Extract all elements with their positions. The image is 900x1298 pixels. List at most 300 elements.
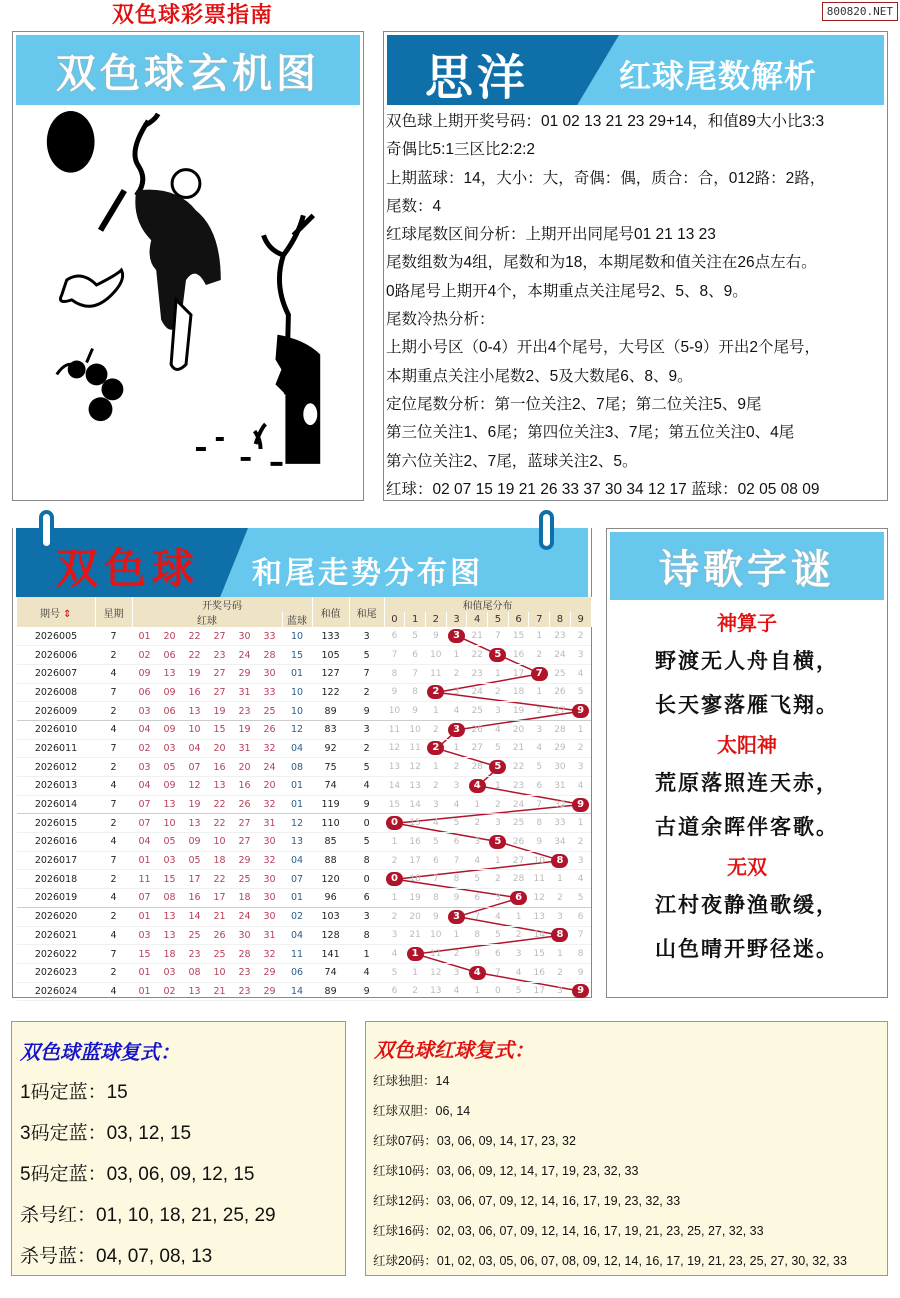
table-row: [17, 739, 591, 758]
omission-cell: 26: [508, 833, 529, 852]
omission-cell: 23: [550, 627, 571, 646]
blue-ball-cell: 12: [282, 814, 312, 833]
red-ball-cell: 19: [182, 795, 207, 814]
red-ball-cell: 31: [257, 814, 282, 833]
omission-cell: 4: [467, 851, 488, 870]
sum-cell: 110: [312, 814, 349, 833]
red-ball-cell: 33: [257, 627, 282, 646]
col-digit: 6: [508, 612, 529, 627]
col-digit: 9: [570, 612, 591, 627]
red-duplex-line: 红球独胆：14: [373, 1074, 450, 1088]
omission-cell: 2: [384, 907, 405, 926]
red-ball-cell: 24: [232, 646, 257, 665]
tail-hit-cell: [425, 739, 446, 758]
omission-cell: 15: [508, 627, 529, 646]
omission-cell: 1: [384, 833, 405, 852]
page-title: 双色球彩票指南: [112, 2, 274, 28]
omission-cell: 5: [446, 814, 467, 833]
red-ball-cell: 23: [207, 646, 232, 665]
red-ball-cell: 15: [132, 945, 157, 964]
omission-cell: 20: [508, 720, 529, 739]
period-cell: 2026009: [17, 702, 95, 721]
red-ball-cell: 23: [232, 963, 257, 982]
red-ball-cell: 01: [132, 851, 157, 870]
omission-cell: 8: [529, 814, 550, 833]
red-ball-cell: 06: [132, 683, 157, 702]
sum-cell: 127: [312, 664, 349, 683]
blue-ball-cell: 12: [282, 720, 312, 739]
omission-cell: 2: [488, 683, 509, 702]
omission-cell: 28: [467, 758, 488, 777]
omission-cell: 6: [446, 833, 467, 852]
period-cell: 2026013: [17, 777, 95, 796]
omission-cell: 1: [570, 814, 591, 833]
omission-cell: 11: [425, 664, 446, 683]
omission-cell: 5: [508, 982, 529, 1001]
red-ball-cell: 13: [157, 795, 182, 814]
red-ball-cell: 12: [182, 777, 207, 796]
omission-cell: 16: [508, 646, 529, 665]
red-ball-cell: 13: [182, 982, 207, 1001]
red-ball-cell: 04: [132, 720, 157, 739]
omission-cell: 2: [488, 795, 509, 814]
red-ball-cell: 31: [232, 683, 257, 702]
omission-cell: 2: [446, 945, 467, 964]
omission-cell: 1: [529, 683, 550, 702]
weekday-cell: 7: [95, 795, 132, 814]
omission-cell: 7: [425, 870, 446, 889]
omission-cell: 24: [550, 646, 571, 665]
omission-cell: 4: [384, 945, 405, 964]
omission-cell: 1: [425, 702, 446, 721]
col-sum: 和值: [312, 597, 349, 627]
omission-cell: 12: [529, 889, 550, 908]
omission-cell: 19: [508, 702, 529, 721]
red-ball-cell: 05: [182, 851, 207, 870]
red-ball-cell: 27: [232, 833, 257, 852]
omission-cell: 10: [425, 926, 446, 945]
analysis-line: 尾数：4: [386, 197, 442, 215]
red-ball-cell: 01: [132, 982, 157, 1001]
red-ball-cell: 01: [132, 627, 157, 646]
tail-cell: 2: [349, 739, 384, 758]
red-ball-cell: 30: [257, 664, 282, 683]
red-ball-cell: 04: [132, 777, 157, 796]
omission-cell: 4: [488, 907, 509, 926]
omission-cell: 3: [570, 646, 591, 665]
trend-name: 双色球: [56, 544, 201, 593]
weekday-cell: 4: [95, 777, 132, 796]
omission-cell: 21: [467, 627, 488, 646]
xuanji-banner-title: 双色球玄机图: [16, 35, 360, 105]
tail-cell: 3: [349, 907, 384, 926]
tail-cell: 2: [349, 683, 384, 702]
col-digit: 2: [425, 612, 446, 627]
red-ball-cell: 13: [207, 777, 232, 796]
tail-hit-cell: [384, 814, 405, 833]
sum-cell: 133: [312, 627, 349, 646]
weekday-cell: 4: [95, 833, 132, 852]
omission-cell: 7: [488, 963, 509, 982]
red-ball-cell: 01: [132, 907, 157, 926]
red-ball-cell: 22: [182, 627, 207, 646]
col-digit: 0: [384, 612, 405, 627]
poem-riddle-panel: [606, 528, 888, 998]
omission-cell: 9: [425, 907, 446, 926]
binder-ring-icon: [539, 510, 554, 550]
period-cell: 2026020: [17, 907, 95, 926]
period-cell: 2026006: [17, 646, 95, 665]
omission-cell: 6: [425, 851, 446, 870]
tail-hit-cell: [550, 926, 571, 945]
sum-cell: 103: [312, 907, 349, 926]
sum-cell: 105: [312, 646, 349, 665]
col-blue: 蓝球: [282, 612, 312, 627]
red-ball-cell: 14: [182, 907, 207, 926]
tail-cell: 5: [349, 646, 384, 665]
red-ball-cell: 20: [257, 777, 282, 796]
period-cell: 2026021: [17, 926, 95, 945]
omission-cell: 8: [467, 926, 488, 945]
tail-cell: 8: [349, 851, 384, 870]
red-ball-cell: 30: [257, 833, 282, 852]
omission-cell: 23: [508, 777, 529, 796]
omission-cell: 30: [550, 758, 571, 777]
red-duplex-line: 红球16码：02, 03, 06, 07, 09, 12, 14, 16, 17, 19, 21, 23, 25, 27, 32, 33: [373, 1224, 764, 1238]
omission-cell: 28: [550, 720, 571, 739]
tail-hit-marker: 3: [448, 629, 465, 643]
omission-cell: 4: [425, 814, 446, 833]
red-ball-cell: 13: [157, 664, 182, 683]
sum-cell: 122: [312, 683, 349, 702]
omission-cell: 2: [508, 926, 529, 945]
red-ball-cell: 03: [132, 926, 157, 945]
omission-cell: 4: [570, 870, 591, 889]
tail-hit-cell: [550, 851, 571, 870]
period-cell: 2026015: [17, 814, 95, 833]
analysis-line: 上期小号区（0-4）开出4个尾号，大号区（5-9）开出2个尾号，: [386, 339, 821, 357]
sum-cell: 89: [312, 982, 349, 1001]
analysis-line: 上期蓝球：14，大小：大，奇偶：偶，质合：合，012路：2路，: [386, 169, 826, 187]
tail-hit-cell: [508, 889, 529, 908]
weekday-cell: 2: [95, 907, 132, 926]
tail-hit-cell: [570, 702, 591, 721]
blue-ball-cell: 04: [282, 851, 312, 870]
omission-cell: 1: [467, 795, 488, 814]
period-cell: 2026016: [17, 833, 95, 852]
red-ball-cell: 09: [157, 777, 182, 796]
table-row: [17, 963, 591, 982]
omission-cell: 13: [405, 777, 426, 796]
red-ball-cell: 18: [157, 945, 182, 964]
omission-cell: 2: [384, 851, 405, 870]
analysis-subtitle: 红球尾数解析: [619, 57, 818, 95]
omission-cell: 27: [467, 739, 488, 758]
red-ball-cell: 07: [132, 889, 157, 908]
sum-cell: 74: [312, 777, 349, 796]
omission-cell: 2: [529, 646, 550, 665]
omission-cell: 26: [550, 683, 571, 702]
blue-ball-cell: 01: [282, 795, 312, 814]
xuanji-panel: [12, 31, 364, 501]
period-cell: 2026018: [17, 870, 95, 889]
period-cell: 2026011: [17, 739, 95, 758]
period-cell: 2026007: [17, 664, 95, 683]
table-row: [17, 664, 591, 683]
blue-ball-cell: 04: [282, 926, 312, 945]
sum-cell: 96: [312, 889, 349, 908]
col-digit: 8: [550, 612, 571, 627]
omission-cell: 4: [570, 664, 591, 683]
red-ball-cell: 10: [182, 720, 207, 739]
omission-cell: 28: [508, 870, 529, 889]
sum-cell: 89: [312, 702, 349, 721]
red-ball-cell: 29: [232, 664, 257, 683]
tail-hit-marker: 9: [572, 984, 589, 998]
omission-cell: 2: [488, 870, 509, 889]
omission-cell: 3: [446, 777, 467, 796]
omission-cell: 1: [446, 926, 467, 945]
omission-cell: 1: [384, 889, 405, 908]
tail-hit-marker: 2: [427, 741, 444, 755]
analysis-line: 双色球上期开奖号码：01 02 13 21 23 29+14，和值89大小比3:3: [386, 113, 825, 130]
analysis-line: 奇偶比5:1三区比2:2:2: [386, 141, 536, 159]
sum-cell: 88: [312, 851, 349, 870]
red-ball-cell: 03: [132, 758, 157, 777]
omission-cell: 1: [425, 758, 446, 777]
col-dist: 和值尾分布: [384, 597, 591, 612]
omission-cell: 25: [467, 702, 488, 721]
omission-cell: 9: [529, 833, 550, 852]
sort-icon[interactable]: ⇕: [63, 608, 72, 620]
sum-cell: 141: [312, 945, 349, 964]
red-ball-cell: 07: [182, 758, 207, 777]
omission-cell: 4: [446, 702, 467, 721]
red-ball-cell: 23: [232, 702, 257, 721]
analysis-line: 红球尾数区间分析：上期开出同尾号01 21 13 23: [386, 226, 716, 244]
omission-cell: 1: [550, 870, 571, 889]
blue-duplex-line: 1码定蓝：15: [20, 1082, 128, 1103]
period-cell: 2026014: [17, 795, 95, 814]
red-duplex-line: 红球双胆：06, 14: [373, 1104, 471, 1118]
red-ball-cell: 31: [257, 926, 282, 945]
period-cell: 2026008: [17, 683, 95, 702]
omission-cell: 1: [529, 627, 550, 646]
omission-cell: 24: [508, 795, 529, 814]
table-row: [17, 627, 591, 646]
omission-cell: 5: [467, 870, 488, 889]
blue-ball-cell: 11: [282, 945, 312, 964]
omission-cell: 2: [529, 702, 550, 721]
red-ball-cell: 19: [182, 664, 207, 683]
red-ball-cell: 30: [232, 627, 257, 646]
omission-cell: 32: [550, 795, 571, 814]
omission-cell: 5: [425, 833, 446, 852]
red-ball-cell: 16: [207, 758, 232, 777]
omission-cell: 27: [550, 702, 571, 721]
omission-cell: 7: [446, 851, 467, 870]
tail-hit-marker: 2: [427, 685, 444, 699]
poem-line: 野渡无人舟自横，: [655, 648, 839, 673]
omission-cell: 34: [550, 833, 571, 852]
omission-cell: 3: [570, 851, 591, 870]
red-ball-cell: 22: [207, 870, 232, 889]
omission-cell: 3: [425, 795, 446, 814]
omission-cell: 16: [529, 963, 550, 982]
omission-cell: 3: [446, 963, 467, 982]
red-ball-cell: 13: [157, 926, 182, 945]
analysis-line: 尾数组数为4组，尾数和为18，本期尾数和值关注在26点左右。: [386, 254, 817, 272]
omission-cell: 1: [467, 982, 488, 1001]
red-ball-cell: 21: [207, 982, 232, 1001]
tail-cell: 3: [349, 720, 384, 739]
omission-cell: 7: [570, 926, 591, 945]
red-ball-cell: 22: [182, 646, 207, 665]
blue-ball-cell: 04: [282, 739, 312, 758]
analysis-line: 本期重点关注小尾数2、5及大数尾6、8、9。: [386, 367, 693, 385]
tail-cell: 4: [349, 963, 384, 982]
period-cell: 2026005: [17, 627, 95, 646]
red-ball-cell: 19: [207, 702, 232, 721]
red-ball-cell: 25: [207, 945, 232, 964]
table-row: [17, 889, 591, 908]
tail-analysis-panel: [383, 31, 888, 501]
omission-cell: 10: [384, 702, 405, 721]
table-row: [17, 795, 591, 814]
poem-line: 古道余晖伴客歌。: [655, 814, 839, 839]
red-ball-cell: 30: [257, 907, 282, 926]
red-ball-cell: 17: [207, 889, 232, 908]
tail-hit-cell: [529, 664, 550, 683]
col-period[interactable]: 期号 ⇕: [17, 597, 95, 627]
red-ball-cell: 15: [207, 720, 232, 739]
sum-cell: 119: [312, 795, 349, 814]
blue-ball-cell: 01: [282, 664, 312, 683]
sum-cell: 85: [312, 833, 349, 852]
period-cell: 2026022: [17, 945, 95, 964]
omission-cell: 6: [570, 907, 591, 926]
omission-cell: 3: [488, 814, 509, 833]
col-digit: 1: [405, 612, 426, 627]
omission-cell: 3: [570, 758, 591, 777]
red-ball-cell: 04: [132, 833, 157, 852]
omission-cell: 3: [384, 926, 405, 945]
omission-cell: 5: [529, 758, 550, 777]
table-row: [17, 833, 591, 852]
red-ball-cell: 29: [232, 851, 257, 870]
red-ball-cell: 03: [132, 702, 157, 721]
poem-line: 江村夜静渔歌缓，: [655, 892, 839, 917]
omission-cell: 2: [570, 739, 591, 758]
omission-cell: 1: [550, 945, 571, 964]
red-ball-cell: 06: [157, 702, 182, 721]
trend-banner: [16, 528, 588, 597]
period-cell: 2026019: [17, 889, 95, 908]
weekday-cell: 4: [95, 720, 132, 739]
weekday-cell: 7: [95, 627, 132, 646]
omission-cell: 6: [405, 646, 426, 665]
omission-cell: 15: [405, 814, 426, 833]
red-ball-cell: 18: [207, 851, 232, 870]
tail-hit-cell: [488, 758, 509, 777]
tail-hit-cell: [425, 683, 446, 702]
site-badge[interactable]: 800820.NET: [822, 2, 898, 21]
omission-cell: 4: [488, 720, 509, 739]
red-ball-cell: 27: [207, 627, 232, 646]
table-row: [17, 683, 591, 702]
omission-cell: 25: [508, 814, 529, 833]
red-ball-cell: 05: [157, 833, 182, 852]
omission-cell: 29: [550, 739, 571, 758]
omission-cell: 2: [550, 963, 571, 982]
tail-hit-cell: [467, 777, 488, 796]
omission-cell: 2: [425, 720, 446, 739]
red-ball-cell: 10: [157, 814, 182, 833]
red-ball-cell: 16: [182, 683, 207, 702]
omission-cell: 6: [529, 777, 550, 796]
red-ball-cell: 08: [157, 889, 182, 908]
col-digit: 7: [529, 612, 550, 627]
blue-ball-cell: 15: [282, 646, 312, 665]
omission-cell: 12: [425, 963, 446, 982]
omission-cell: 17: [508, 664, 529, 683]
omission-cell: 3: [467, 833, 488, 852]
omission-cell: 4: [446, 795, 467, 814]
tail-hit-marker: 3: [448, 910, 465, 924]
red-ball-cell: 30: [257, 870, 282, 889]
omission-cell: 4: [529, 739, 550, 758]
weekday-cell: 2: [95, 646, 132, 665]
omission-cell: 20: [405, 907, 426, 926]
blue-ball-cell: 14: [282, 982, 312, 1001]
poem-banner-title: 诗歌字谜: [610, 532, 884, 600]
tail-hit-cell: [384, 870, 405, 889]
omission-cell: 10: [529, 851, 550, 870]
tail-hit-cell: [467, 963, 488, 982]
tail-cell: 1: [349, 945, 384, 964]
red-ball-cell: 32: [257, 945, 282, 964]
omission-cell: 3: [488, 889, 509, 908]
red-ball-cell: 03: [157, 851, 182, 870]
omission-cell: 8: [405, 683, 426, 702]
omission-cell: 5: [384, 963, 405, 982]
blue-ball-cell: 06: [282, 963, 312, 982]
tail-cell: 3: [349, 627, 384, 646]
tail-hit-marker: 8: [551, 854, 568, 868]
tail-hit-marker: 1: [407, 947, 424, 961]
tail-cell: 9: [349, 795, 384, 814]
omission-cell: 12: [405, 758, 426, 777]
table-row: [17, 907, 591, 926]
omission-cell: 10: [425, 646, 446, 665]
red-ball-cell: 09: [157, 683, 182, 702]
tail-hit-marker: 7: [531, 667, 548, 681]
red-ball-cell: 18: [232, 889, 257, 908]
weekday-cell: 7: [95, 945, 132, 964]
table-row: [17, 870, 591, 889]
red-ball-cell: 08: [182, 963, 207, 982]
tail-hit-marker: 6: [510, 891, 527, 905]
sum-tail-trend-panel: [12, 528, 592, 998]
table-row: [17, 720, 591, 739]
red-ball-cell: 33: [257, 683, 282, 702]
col-digit: 5: [488, 612, 509, 627]
omission-cell: 14: [529, 926, 550, 945]
analysis-line: 红球：02 07 15 19 21 26 33 37 30 34 12 17 蓝球：02 05 08 09: [386, 480, 820, 498]
red-ball-cell: 27: [207, 683, 232, 702]
poem-author: 太阳神: [717, 733, 777, 757]
red-ball-cell: 25: [257, 702, 282, 721]
